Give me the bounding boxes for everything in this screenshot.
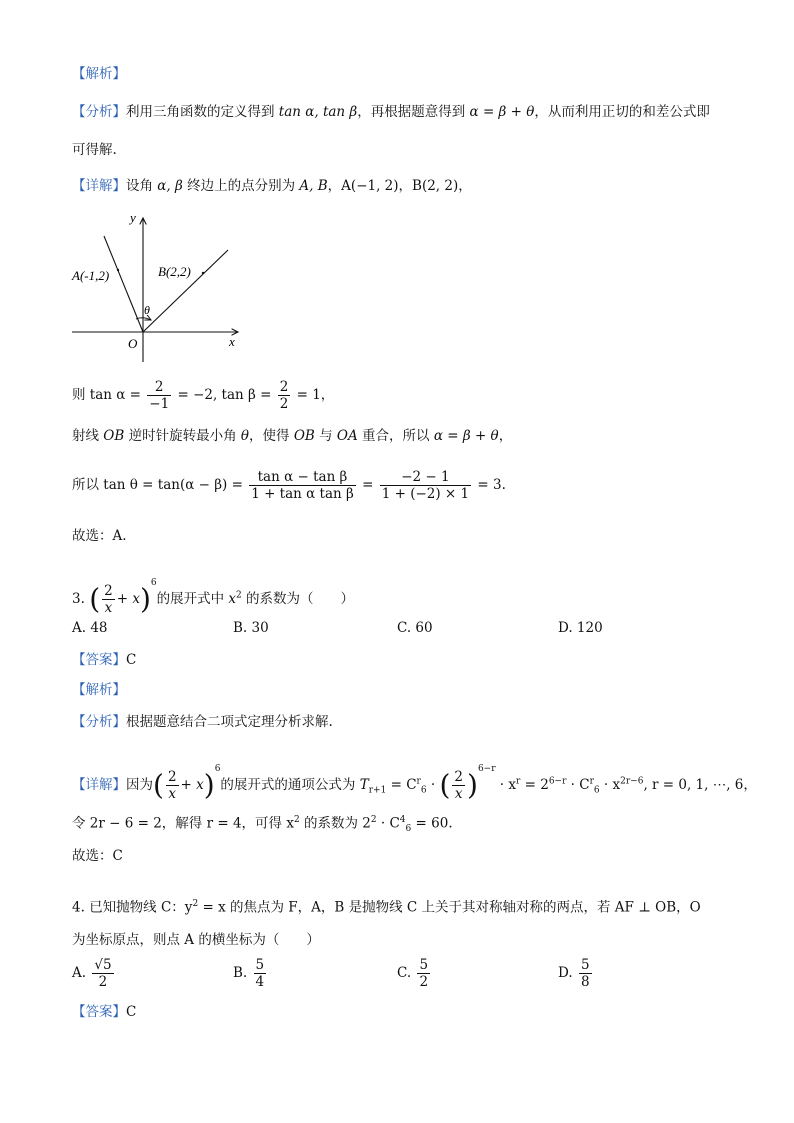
solve-3-two-pow: 2 <box>370 815 377 825</box>
question-3 <box>72 566 354 616</box>
detail-3-C2-sub: 6 <box>593 785 600 796</box>
ray-oa: OA <box>336 428 358 444</box>
theta-label: θ <box>144 303 150 317</box>
eq1-lead: 则 tan α = <box>72 387 146 403</box>
eq1-frac2 <box>278 379 291 412</box>
eq2-lead: 所以 tan θ = tan(α − β) = <box>72 477 248 493</box>
solve-3-text-b: 的系数为 2 <box>299 815 371 832</box>
answer-3 <box>72 650 136 670</box>
detail-3-tail-e: , r = 0, 1, ⋯, 6， <box>643 777 757 793</box>
section-tag-jiexi-3: 【解析】 <box>72 682 126 698</box>
solve-3 <box>72 810 453 839</box>
answer-3-tag: 【答案】 <box>72 652 126 668</box>
q4-text-a: 已知抛物线 C：y <box>89 899 193 916</box>
q4-opt-d-num: 5 <box>580 957 590 973</box>
q4-opt-b-den: 4 <box>255 974 265 990</box>
eq2-frac1-den: 1 + tan α tan β <box>251 486 354 502</box>
solve-3-text-a: 令 2r − 6 = 2，解得 r = 4，可得 x <box>72 815 294 832</box>
detail-3-tail-pow: r <box>516 776 521 787</box>
analysis-3-tag: 【分析】 <box>72 714 126 730</box>
ray-text-b: 逆时针旋转最小角 <box>124 428 241 444</box>
q3-var-pow: 2 <box>236 590 242 601</box>
q4-opt-a-num: √5 <box>94 957 112 973</box>
detail-expr-c: A(−1, 2) <box>341 178 399 194</box>
q4-opt-a-den: 2 <box>98 974 108 990</box>
choice-line-1: 故选：A. <box>72 528 127 544</box>
solve-3-text-c: · C <box>376 815 400 832</box>
q3-option-a[interactable]: A. 48 <box>72 620 108 636</box>
eq2-mid: = <box>357 477 378 493</box>
analysis-tag: 【分析】 <box>72 104 126 120</box>
coordinate-figure <box>66 206 256 366</box>
detail-3-tail-c: · C <box>566 777 590 793</box>
q4-opt-d-label: D. <box>558 965 573 981</box>
detail-3-num2: 2 <box>454 769 463 785</box>
q3-option-d[interactable]: D. 120 <box>558 620 603 636</box>
equation-tan-theta <box>72 468 506 502</box>
equation-tan-values <box>72 378 334 412</box>
q3-plus: + x <box>116 591 140 607</box>
detail-3-two-pow: 6−r <box>548 776 567 787</box>
q3-option-c[interactable]: C. 60 <box>397 620 433 636</box>
q4-number: 4. <box>72 899 85 916</box>
detail-3-num: 2 <box>167 769 177 785</box>
detail-3-tail-b: = 2 <box>520 777 549 793</box>
point-a-dot <box>117 269 119 271</box>
detail-3-plus: + x <box>180 777 204 793</box>
q4-option-c[interactable] <box>397 956 432 990</box>
question-4-line-1 <box>72 894 701 918</box>
ray-ob2: OB <box>293 428 315 444</box>
detail-3-power2: 6−r <box>477 764 496 774</box>
detail-tag: 【详解】 <box>72 178 126 194</box>
q4-opt-b-frac <box>254 957 267 990</box>
detail-3-tag: 【详解】 <box>72 777 126 793</box>
detail-3-tail-d: · x <box>599 777 621 793</box>
analysis-paragraph <box>72 102 710 122</box>
detail-3 <box>72 752 757 808</box>
solve-3-pow: 2 <box>293 815 300 825</box>
detail-3-frac2 <box>452 769 465 802</box>
section-tag-jiexi: 【解析】 <box>72 66 126 82</box>
x-label: x <box>229 334 235 349</box>
ray-text-a: 射线 <box>72 428 104 444</box>
detail-3-den: x <box>168 786 177 802</box>
detail-3-paren-open: ( <box>153 768 164 802</box>
solve-3-text-d: = 60. <box>411 815 453 832</box>
detail-3-C2-sup: r <box>589 776 594 787</box>
ray-text-d: 与 <box>314 428 337 444</box>
detail-3-C-sup: r <box>416 776 421 787</box>
point-a-label: A(-1,2) <box>72 268 110 283</box>
q3-var: x <box>228 591 237 607</box>
eq2-frac1-num: tan α − tan β <box>249 469 356 486</box>
eq2-frac1 <box>249 469 356 502</box>
analysis-text-d: 可得解. <box>72 142 117 158</box>
detail-3-paren2-close: ) <box>467 768 478 802</box>
q3-num: 2 <box>104 583 113 599</box>
point-b-label: B(2,2) <box>158 264 191 279</box>
analysis-text-c: ，从而利用正切的和差公式即 <box>534 104 710 120</box>
solve-3-C-sup: 4 <box>399 815 406 825</box>
point-b-dot <box>202 272 204 274</box>
detail-text-c: ， <box>327 178 342 194</box>
ray-expr: α = β + θ <box>433 428 499 444</box>
solve-3-C-sub: 6 <box>405 824 412 835</box>
ray-oa <box>104 236 143 332</box>
q3-number: 3. <box>72 591 85 607</box>
eq2-frac2 <box>380 469 471 502</box>
eq2-tail: = 3. <box>473 477 506 493</box>
detail-3-tail-a: · x <box>495 777 517 793</box>
detail-3-frac <box>166 769 179 802</box>
q3-option-b[interactable]: B. 30 <box>233 620 269 636</box>
eq1-tail: = 1， <box>292 387 335 403</box>
q4-pow: 2 <box>192 899 199 909</box>
eq1-frac2-num: 2 <box>279 379 289 395</box>
detail-paragraph <box>72 176 472 196</box>
ray-theta: θ <box>240 428 250 444</box>
ray-text-e: 重合，所以 <box>357 428 434 444</box>
eq1-mid: = −2, tan β = <box>173 387 276 403</box>
detail-3-text-a: 因为 <box>126 777 153 793</box>
q3-power: 6 <box>150 578 157 588</box>
q4-opt-d-den: 8 <box>580 974 590 990</box>
detail-text-a: 设角 <box>126 178 158 194</box>
ray-ob <box>143 250 228 332</box>
q4-opt-c-frac <box>417 957 430 990</box>
q3-text-b: 的系数为（ ） <box>241 591 355 607</box>
analysis-text-a: 利用三角函数的定义得到 <box>126 104 279 120</box>
q4-option-d[interactable] <box>558 956 594 990</box>
eq1-frac2-den: 2 <box>279 396 289 412</box>
detail-3-eq: = C <box>386 777 417 793</box>
q4-opt-a-frac <box>92 957 113 990</box>
q4-opt-c-num: 5 <box>419 957 429 973</box>
detail-text-e: ， <box>458 178 472 194</box>
analysis-3 <box>72 712 333 732</box>
y-label: y <box>130 210 136 225</box>
detail-3-T: T <box>359 777 369 793</box>
ray-text-f: ， <box>498 428 513 444</box>
q4-option-a[interactable] <box>72 956 116 990</box>
detail-3-power: 6 <box>214 764 221 774</box>
q4-opt-b-num: 5 <box>255 957 265 973</box>
q4-opt-a-label: A. <box>72 965 87 981</box>
ray-ob: OB <box>103 428 125 444</box>
analysis-expr-b: α = β + θ <box>469 104 535 120</box>
eq1-frac1-num: 2 <box>147 379 171 396</box>
detail-3-x-pow2: 2r−6 <box>620 776 644 787</box>
analysis-3-text: 根据题意结合二项式定理分析求解. <box>126 714 333 730</box>
ray-rotation-line <box>72 426 512 446</box>
detail-3-C-sub: 6 <box>420 785 427 796</box>
ray-text-c: ，使得 <box>249 428 294 444</box>
detail-3-text-b: 的展开式的通项公式为 <box>220 777 360 793</box>
choice-line-3: 故选：C <box>72 848 123 864</box>
answer-3-value: C <box>126 652 137 668</box>
detail-text-d: ， <box>398 178 413 194</box>
analysis-expr-a: tan α, tan β <box>278 104 358 120</box>
question-4-line-2: 为坐标原点，则点 A 的横坐标为（ ） <box>72 932 320 948</box>
eq2-frac2-den: 1 + (−2) × 1 <box>381 486 470 502</box>
detail-3-paren-close: ) <box>203 768 215 802</box>
eq1-frac1-den: −1 <box>149 396 170 412</box>
detail-3-den2: x <box>454 786 463 802</box>
q3-paren-close: ) <box>139 582 151 616</box>
detail-3-T-sub: r+1 <box>368 785 387 796</box>
eq2-frac2-num: −2 − 1 <box>380 469 471 486</box>
q4-opt-b-label: B. <box>233 965 248 981</box>
detail-expr-a: α, β <box>157 178 183 194</box>
detail-3-dot: · <box>426 777 440 793</box>
q3-text-a: 的展开式中 <box>156 591 229 607</box>
q4-opt-c-den: 2 <box>419 974 429 990</box>
answer-4 <box>72 1002 136 1022</box>
origin-label: O <box>128 336 138 351</box>
q4-option-b[interactable] <box>233 956 268 990</box>
eq1-frac1 <box>147 379 171 412</box>
q3-paren-open: ( <box>89 582 101 616</box>
q4-opt-d-frac <box>579 957 592 990</box>
q3-frac <box>102 583 115 616</box>
detail-expr-b: A, B <box>299 178 328 194</box>
detail-expr-d: B(2, 2) <box>412 178 459 194</box>
answer-4-value: C <box>126 1004 137 1020</box>
analysis-text-b: ，再根据题意得到 <box>357 104 470 120</box>
detail-text-b: 终边上的点分别为 <box>182 178 300 194</box>
answer-4-tag: 【答案】 <box>72 1004 126 1020</box>
q3-den: x <box>104 600 113 616</box>
detail-3-paren2-open: ( <box>439 768 451 802</box>
q4-text-b: = x 的焦点为 F，A，B 是抛物线 C 上关于其对称轴对称的两点，若 AF ⊥ OB，O <box>198 899 701 916</box>
q4-opt-c-label: C. <box>397 965 412 981</box>
